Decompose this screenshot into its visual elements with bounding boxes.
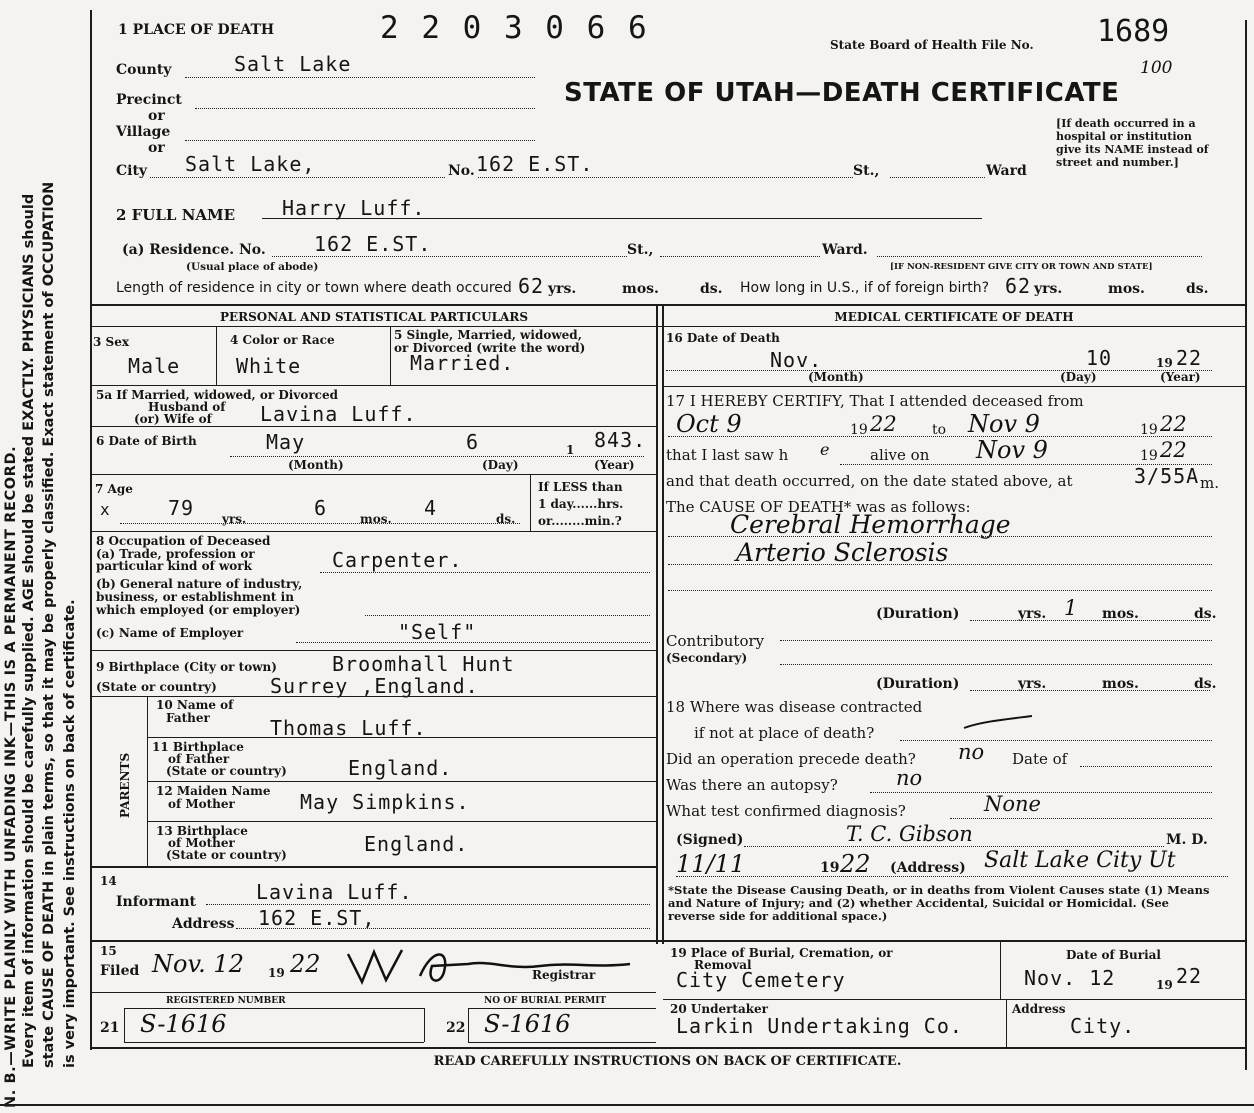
cause-secondary: Arterio Sclerosis — [736, 538, 949, 567]
city-value: Salt Lake, — [185, 152, 316, 176]
filed-date: Nov. 12 — [152, 950, 244, 978]
document-title: STATE OF UTAH—DEATH CERTIFICATE — [564, 78, 1120, 108]
occupation-label: 8 Occupation of Deceased — [96, 534, 271, 548]
contributory-line-2 — [780, 664, 1212, 665]
date-of-death-line — [666, 370, 1212, 371]
med-row-line-1 — [663, 386, 1245, 387]
age-label: 7 Age — [95, 482, 133, 496]
burial-place-value: City Cemetery — [676, 968, 846, 992]
color-divider — [390, 327, 391, 385]
residence-value: 162 E.ST. — [314, 232, 432, 256]
full-name-value: Harry Luff. — [282, 196, 426, 220]
employer-line — [296, 642, 650, 643]
duration-mos-label-1: mos. — [1102, 606, 1139, 622]
color-label: 4 Color or Race — [230, 333, 335, 347]
mother-birthplace-label-2: of Mother — [168, 836, 235, 850]
test-line — [950, 818, 1212, 819]
undertaker-divider — [1006, 999, 1007, 1047]
age-mos: 6 — [314, 496, 328, 520]
residence-st-label: St., — [627, 242, 654, 258]
registered-number-label: REGISTERED NUMBER — [166, 996, 286, 1006]
date-of-death-year: 22 — [1176, 346, 1203, 370]
lessthan-2: 1 day......hrs. — [538, 497, 624, 511]
footer-instructions: READ CAREFULLY INSTRUCTIONS ON BACK OF CERTIFICATE. — [433, 1054, 902, 1069]
med-row-line-burial — [663, 999, 1245, 1000]
marital-value: Married. — [410, 351, 515, 375]
last-saw-year: 22 — [1160, 438, 1187, 462]
burial-year-prefix: 19 — [1156, 978, 1173, 992]
attend-to-19: 19 — [1140, 422, 1158, 438]
attend-from-19: 19 — [850, 422, 868, 438]
lessthan-3: or........min.? — [538, 514, 622, 528]
age-divider — [530, 475, 531, 531]
sex-divider — [216, 327, 217, 385]
row-line-10 — [90, 866, 656, 868]
death-time-value: 3/55A — [1134, 464, 1200, 488]
us-length-yrs: 62 — [1005, 274, 1032, 298]
dob-day: 6 — [466, 430, 480, 454]
village-line — [185, 140, 535, 141]
sign-date-line — [676, 876, 1228, 877]
age-yrs-label: yrs. — [222, 512, 247, 526]
certify-label: 17 I HEREBY CERTIFY, That I attended deceased from — [666, 392, 1084, 410]
death-time-suffix: m. — [1200, 474, 1219, 492]
city-label: City — [116, 163, 148, 179]
burial-place-label-2: Removal — [694, 958, 752, 972]
burial-permit-value: S-1616 — [484, 1010, 571, 1038]
county-line — [185, 77, 535, 78]
row-line-6 — [90, 696, 656, 697]
cause-line-1 — [668, 536, 1212, 537]
birthplace-label-1: 9 Birthplace (City or town) — [96, 660, 277, 674]
county-value: Salt Lake — [234, 52, 352, 76]
attend-to-label: to — [932, 422, 947, 438]
residence-ward-label: Ward. — [822, 242, 868, 258]
sign-year-prefix: 19 — [820, 860, 840, 876]
undertaker-address-value: City. — [1070, 1014, 1136, 1038]
row-line-3 — [90, 474, 656, 475]
us-length-label: How long in U.S., if of foreign birth? — [740, 280, 989, 296]
alive-on-label: alive on — [870, 446, 930, 464]
residence-ward-line — [877, 256, 1202, 257]
bottom-border — [90, 1047, 1245, 1049]
birthplace-country: Surrey ,England. — [270, 674, 479, 698]
employer-label: (c) Name of Employer — [96, 626, 244, 640]
row-line-11 — [90, 940, 1245, 942]
mother-birthplace-label-3: (State or country) — [166, 848, 287, 862]
filed-number: 15 — [100, 944, 117, 958]
cause-line-3 — [668, 590, 1212, 591]
duration-label-1: (Duration) — [876, 606, 960, 622]
signed-label: (Signed) — [676, 832, 744, 848]
registrar-label: Registrar — [532, 968, 596, 982]
filed-year-prefix: 19 — [268, 966, 285, 980]
sex-label: 3 Sex — [93, 335, 129, 349]
informant-line — [206, 904, 650, 905]
duration-ds-label-1: ds. — [1194, 606, 1217, 622]
precinct-line — [195, 108, 535, 109]
reg-box-right — [424, 1008, 425, 1042]
undertaker-address-label: Address — [1012, 1002, 1066, 1016]
father-value: Thomas Luff. — [270, 716, 427, 740]
margin-note-4: is very important. See instructions on back of certificate. — [62, 599, 78, 1068]
birthplace-label-2: (State or country) — [96, 680, 217, 694]
spouse-label-1: 5a If Married, widowed, or Divorced — [96, 388, 338, 402]
autopsy-line — [870, 792, 1212, 793]
dob-line — [230, 456, 644, 457]
length-mos-label: mos. — [622, 281, 659, 297]
attend-from: Oct 9 — [676, 410, 742, 438]
permit-box-bottom — [468, 1042, 656, 1043]
attend-line — [668, 436, 1212, 437]
operation-date-line — [1080, 766, 1212, 767]
margin-note-3: state CAUSE OF DEATH in plain terms, so that it may be properly classified. Exact statement of OCCUPATION — [41, 181, 57, 1068]
undertaker-value: Larkin Undertaking Co. — [676, 1014, 963, 1038]
dob-month-label: (Month) — [288, 458, 344, 472]
section-top-line — [90, 304, 1245, 306]
us-ds-label: ds. — [1186, 281, 1209, 297]
birthplace-city: Broomhall Hunt — [332, 652, 515, 676]
or-label-1: or — [148, 108, 165, 124]
sign-address-value: Salt Lake City Ut — [984, 848, 1176, 873]
secondary-label: (Secondary) — [666, 651, 748, 665]
autopsy-label: Was there an autopsy? — [666, 776, 838, 794]
date-of-death-year-prefix: 19 — [1156, 356, 1173, 370]
dob-year-prefix: 1 — [566, 443, 575, 457]
precinct-label: Precinct — [116, 92, 182, 108]
q18-dash-mark — [960, 712, 1040, 732]
no-label: No. — [448, 163, 475, 179]
duration-yrs-label-2: yrs. — [1018, 676, 1047, 692]
occupation-b-2: business, or establishment in — [96, 590, 294, 604]
age-line — [120, 523, 520, 524]
informant-label: Informant — [116, 894, 196, 910]
county-label: County — [116, 62, 172, 78]
reg-box-left — [124, 1008, 125, 1042]
date-of-death-day: 10 — [1086, 346, 1113, 370]
sex-value: Male — [128, 354, 181, 378]
dob-year-label: (Year) — [594, 458, 635, 472]
registrar-signature — [340, 942, 640, 992]
street-value: 162 E.ST. — [476, 152, 594, 176]
mother-label-2: of Mother — [168, 797, 235, 811]
age-mark: x — [100, 500, 111, 519]
attend-from-year: 22 — [870, 412, 897, 436]
dob-day-label: (Day) — [482, 458, 519, 472]
margin-note-1: N. B.—WRITE PLAINLY WITH UNFADING INK—THIS IS A PERMANENT RECORD. — [3, 445, 19, 1108]
undertaker-label: 20 Undertaker — [670, 1002, 769, 1016]
burial-date-value: Nov. 12 — [1024, 966, 1116, 990]
date-of-label: Date of — [1012, 750, 1068, 768]
operation-label: Did an operation precede death? — [666, 750, 916, 768]
duration-mos-label-2: mos. — [1102, 676, 1139, 692]
permit-box-left — [468, 1008, 469, 1042]
file-number: 1689 — [1097, 14, 1170, 49]
burial-permit-index: 22 — [446, 1020, 466, 1036]
informant-address-value: 162 E.ST, — [258, 906, 376, 930]
spouse-label-2: Husband of — [148, 400, 226, 414]
occupation-b-3: which employed (or employer) — [96, 603, 301, 617]
attend-to: Nov 9 — [968, 410, 1040, 438]
date-of-death-label: 16 Date of Death — [666, 331, 780, 345]
center-divider-2 — [662, 304, 664, 944]
occupation-a-1: (a) Trade, profession or — [96, 547, 255, 561]
last-saw-date: Nov 9 — [976, 436, 1048, 464]
death-time-label: and that death occurred, on the date stated above, at — [666, 472, 1073, 490]
employer-value: "Self" — [398, 620, 477, 644]
dob-label: 6 Date of Birth — [96, 434, 197, 448]
filed-year: 22 — [290, 950, 321, 978]
village-label: Village — [116, 124, 171, 140]
duration-line-2 — [970, 690, 1210, 691]
residence-line — [272, 256, 627, 257]
q18-label-1: 18 Where was disease contracted — [666, 698, 923, 716]
signed-line — [744, 846, 1164, 847]
father-label-2: Father — [166, 711, 210, 725]
lessthan-1: If LESS than — [538, 480, 623, 494]
age-mos-label: mos. — [360, 512, 392, 526]
dod-day-label: (Day) — [1060, 370, 1097, 384]
ward-line — [890, 177, 985, 178]
father-birthplace-label-3: (State or country) — [166, 764, 287, 778]
age-ds-label: ds. — [496, 512, 516, 526]
place-of-death-label: 1 PLACE OF DEATH — [118, 22, 275, 38]
personal-header: PERSONAL AND STATISTICAL PARTICULARS — [219, 310, 528, 324]
sign-date: 11/11 — [676, 850, 746, 878]
certificate-serial-number: 2 2 0 3 0 6 6 — [380, 10, 649, 46]
ward-label: Ward — [986, 163, 1027, 179]
row-line-4 — [90, 531, 656, 532]
length-ds-label: ds. — [700, 281, 723, 297]
duration-line-1 — [970, 620, 1210, 621]
row-line-2 — [90, 426, 656, 427]
cause-primary: Cerebral Hemorrhage — [730, 510, 1011, 539]
full-name-label: 2 FULL NAME — [116, 206, 236, 224]
occupation-a-2: particular kind of work — [96, 559, 252, 573]
burial-divider — [1000, 941, 1001, 999]
street-line — [478, 177, 853, 178]
mother-value: May Simpkins. — [300, 790, 470, 814]
medical-header: MEDICAL CERTIFICATE OF DEATH — [834, 310, 1074, 324]
residence-st-line — [660, 256, 820, 257]
filed-label: Filed — [100, 963, 140, 979]
city-line — [150, 177, 445, 178]
test-value: None — [984, 792, 1041, 816]
row-line-1 — [90, 385, 656, 386]
file-no-label: State Board of Health File No. — [830, 38, 1034, 52]
occupation-b-1: (b) General nature of industry, — [96, 577, 303, 591]
color-value: White — [236, 354, 302, 378]
sign-year: 22 — [840, 850, 871, 878]
dob-month: May — [266, 430, 306, 454]
age-ds: 4 — [424, 496, 438, 520]
burial-permit-label: NO OF BURIAL PERMIT — [484, 996, 607, 1006]
contributory-line-1 — [780, 640, 1212, 641]
dod-month-label: (Month) — [808, 370, 864, 384]
md-label: M. D. — [1166, 832, 1208, 848]
length-residence-yrs: 62 — [518, 274, 545, 298]
cause-line-2 — [668, 564, 1212, 565]
father-birthplace-value: England. — [348, 756, 453, 780]
reg-box-top — [124, 1008, 424, 1009]
father-label-1: 10 Name of — [156, 698, 234, 712]
last-saw-suffix: e — [820, 440, 830, 459]
cause-label: The CAUSE OF DEATH* was as follows: — [666, 498, 971, 516]
physician-signature: T. C. Gibson — [846, 822, 973, 846]
attend-to-year: 22 — [1160, 412, 1187, 436]
spouse-label-3: (or) Wife of — [134, 412, 212, 426]
margin-note-2: Every item of information should be carefully supplied. AGE should be stated EXACTLY. PHYSICIANS should — [21, 193, 37, 1068]
mother-birthplace-value: England. — [364, 832, 469, 856]
row-line-7 — [147, 737, 656, 738]
or-label-2: or — [148, 140, 165, 156]
spouse-value: Lavina Luff. — [260, 402, 417, 426]
duration-label-2: (Duration) — [876, 676, 960, 692]
us-mos-label: mos. — [1108, 281, 1145, 297]
usual-abode-label: (Usual place of abode) — [186, 261, 319, 273]
registered-number-index: 21 — [100, 1020, 120, 1036]
contributory-label: Contributory — [666, 632, 765, 650]
burial-year-value: 22 — [1176, 964, 1203, 988]
length-residence-label: Length of residence in city or town where death occured — [116, 280, 512, 296]
row-line-8 — [147, 781, 656, 782]
nonresident-label: [IF NON-RESIDENT GIVE CITY OR TOWN AND STATE] — [890, 262, 1153, 272]
informant-number: 14 — [100, 874, 117, 888]
row-line-12 — [90, 992, 656, 993]
parents-divider — [147, 697, 148, 867]
length-yrs-label: yrs. — [548, 281, 577, 297]
burial-date-label: Date of Burial — [1066, 948, 1161, 962]
informant-address-label: Address — [172, 916, 235, 932]
operation-value: no — [958, 740, 985, 764]
father-birthplace-label-1: 11 Birthplace — [152, 740, 244, 754]
test-label: What test confirmed diagnosis? — [666, 802, 906, 820]
row-line-9 — [147, 821, 656, 822]
registered-number-value: S-1616 — [140, 1010, 227, 1038]
age-yrs: 79 — [168, 496, 195, 520]
file-sub-number: 100 — [1140, 58, 1173, 78]
informant-value: Lavina Luff. — [256, 880, 413, 904]
left-border — [90, 10, 92, 1050]
residence-label: (a) Residence. No. — [122, 242, 266, 258]
dod-year-label: (Year) — [1160, 370, 1201, 384]
q18-label-2: if not at place of death? — [694, 724, 875, 742]
sign-address-label: (Address) — [890, 860, 966, 876]
industry-line — [365, 615, 650, 616]
date-of-death-month: Nov. — [770, 348, 823, 372]
autopsy-value: no — [896, 766, 923, 790]
duration-ds-label-2: ds. — [1194, 676, 1217, 692]
section-header-line — [90, 326, 1245, 327]
marital-label-2: or Divorced (write the word) — [394, 341, 586, 355]
occupation-line — [320, 572, 650, 573]
duration-yrs-label-1: yrs. — [1018, 606, 1047, 622]
row-line-5 — [90, 650, 656, 651]
last-saw-label: that I last saw h — [666, 446, 789, 464]
center-divider — [656, 304, 658, 944]
permit-box-top — [468, 1008, 656, 1009]
us-yrs-label: yrs. — [1034, 281, 1063, 297]
hospital-note: [If death occurred in a hospital or institution give its NAME instead of street and number.] — [1056, 117, 1209, 169]
reg-box-bottom — [124, 1042, 424, 1043]
informant-address-line — [236, 928, 650, 929]
q18-line — [900, 740, 1212, 741]
page-bottom-edge — [0, 1104, 1254, 1106]
mother-birthplace-label-1: 13 Birthplace — [156, 824, 248, 838]
last-saw-19: 19 — [1140, 448, 1158, 464]
duration-mos-value: 1 — [1064, 596, 1078, 620]
dob-year: 843. — [594, 428, 647, 452]
parents-label: PARENTS — [118, 752, 132, 818]
cause-footnote: *State the Disease Causing Death, or in deaths from Violent Causes state (1) Means and Nature of Injury; and (2) whether Accidental, Suicidal or Homicidal. (See reverse side for additional space.) — [668, 883, 1210, 923]
mother-label-1: 12 Maiden Name — [156, 784, 271, 798]
father-birthplace-label-2: of Father — [168, 752, 230, 766]
marital-label-1: 5 Single, Married, widowed, — [394, 328, 582, 342]
st-label: St., — [853, 163, 880, 179]
right-border — [1245, 20, 1247, 1070]
burial-place-label-1: 19 Place of Burial, Cremation, or — [670, 946, 893, 960]
occupation-value: Carpenter. — [332, 548, 463, 572]
